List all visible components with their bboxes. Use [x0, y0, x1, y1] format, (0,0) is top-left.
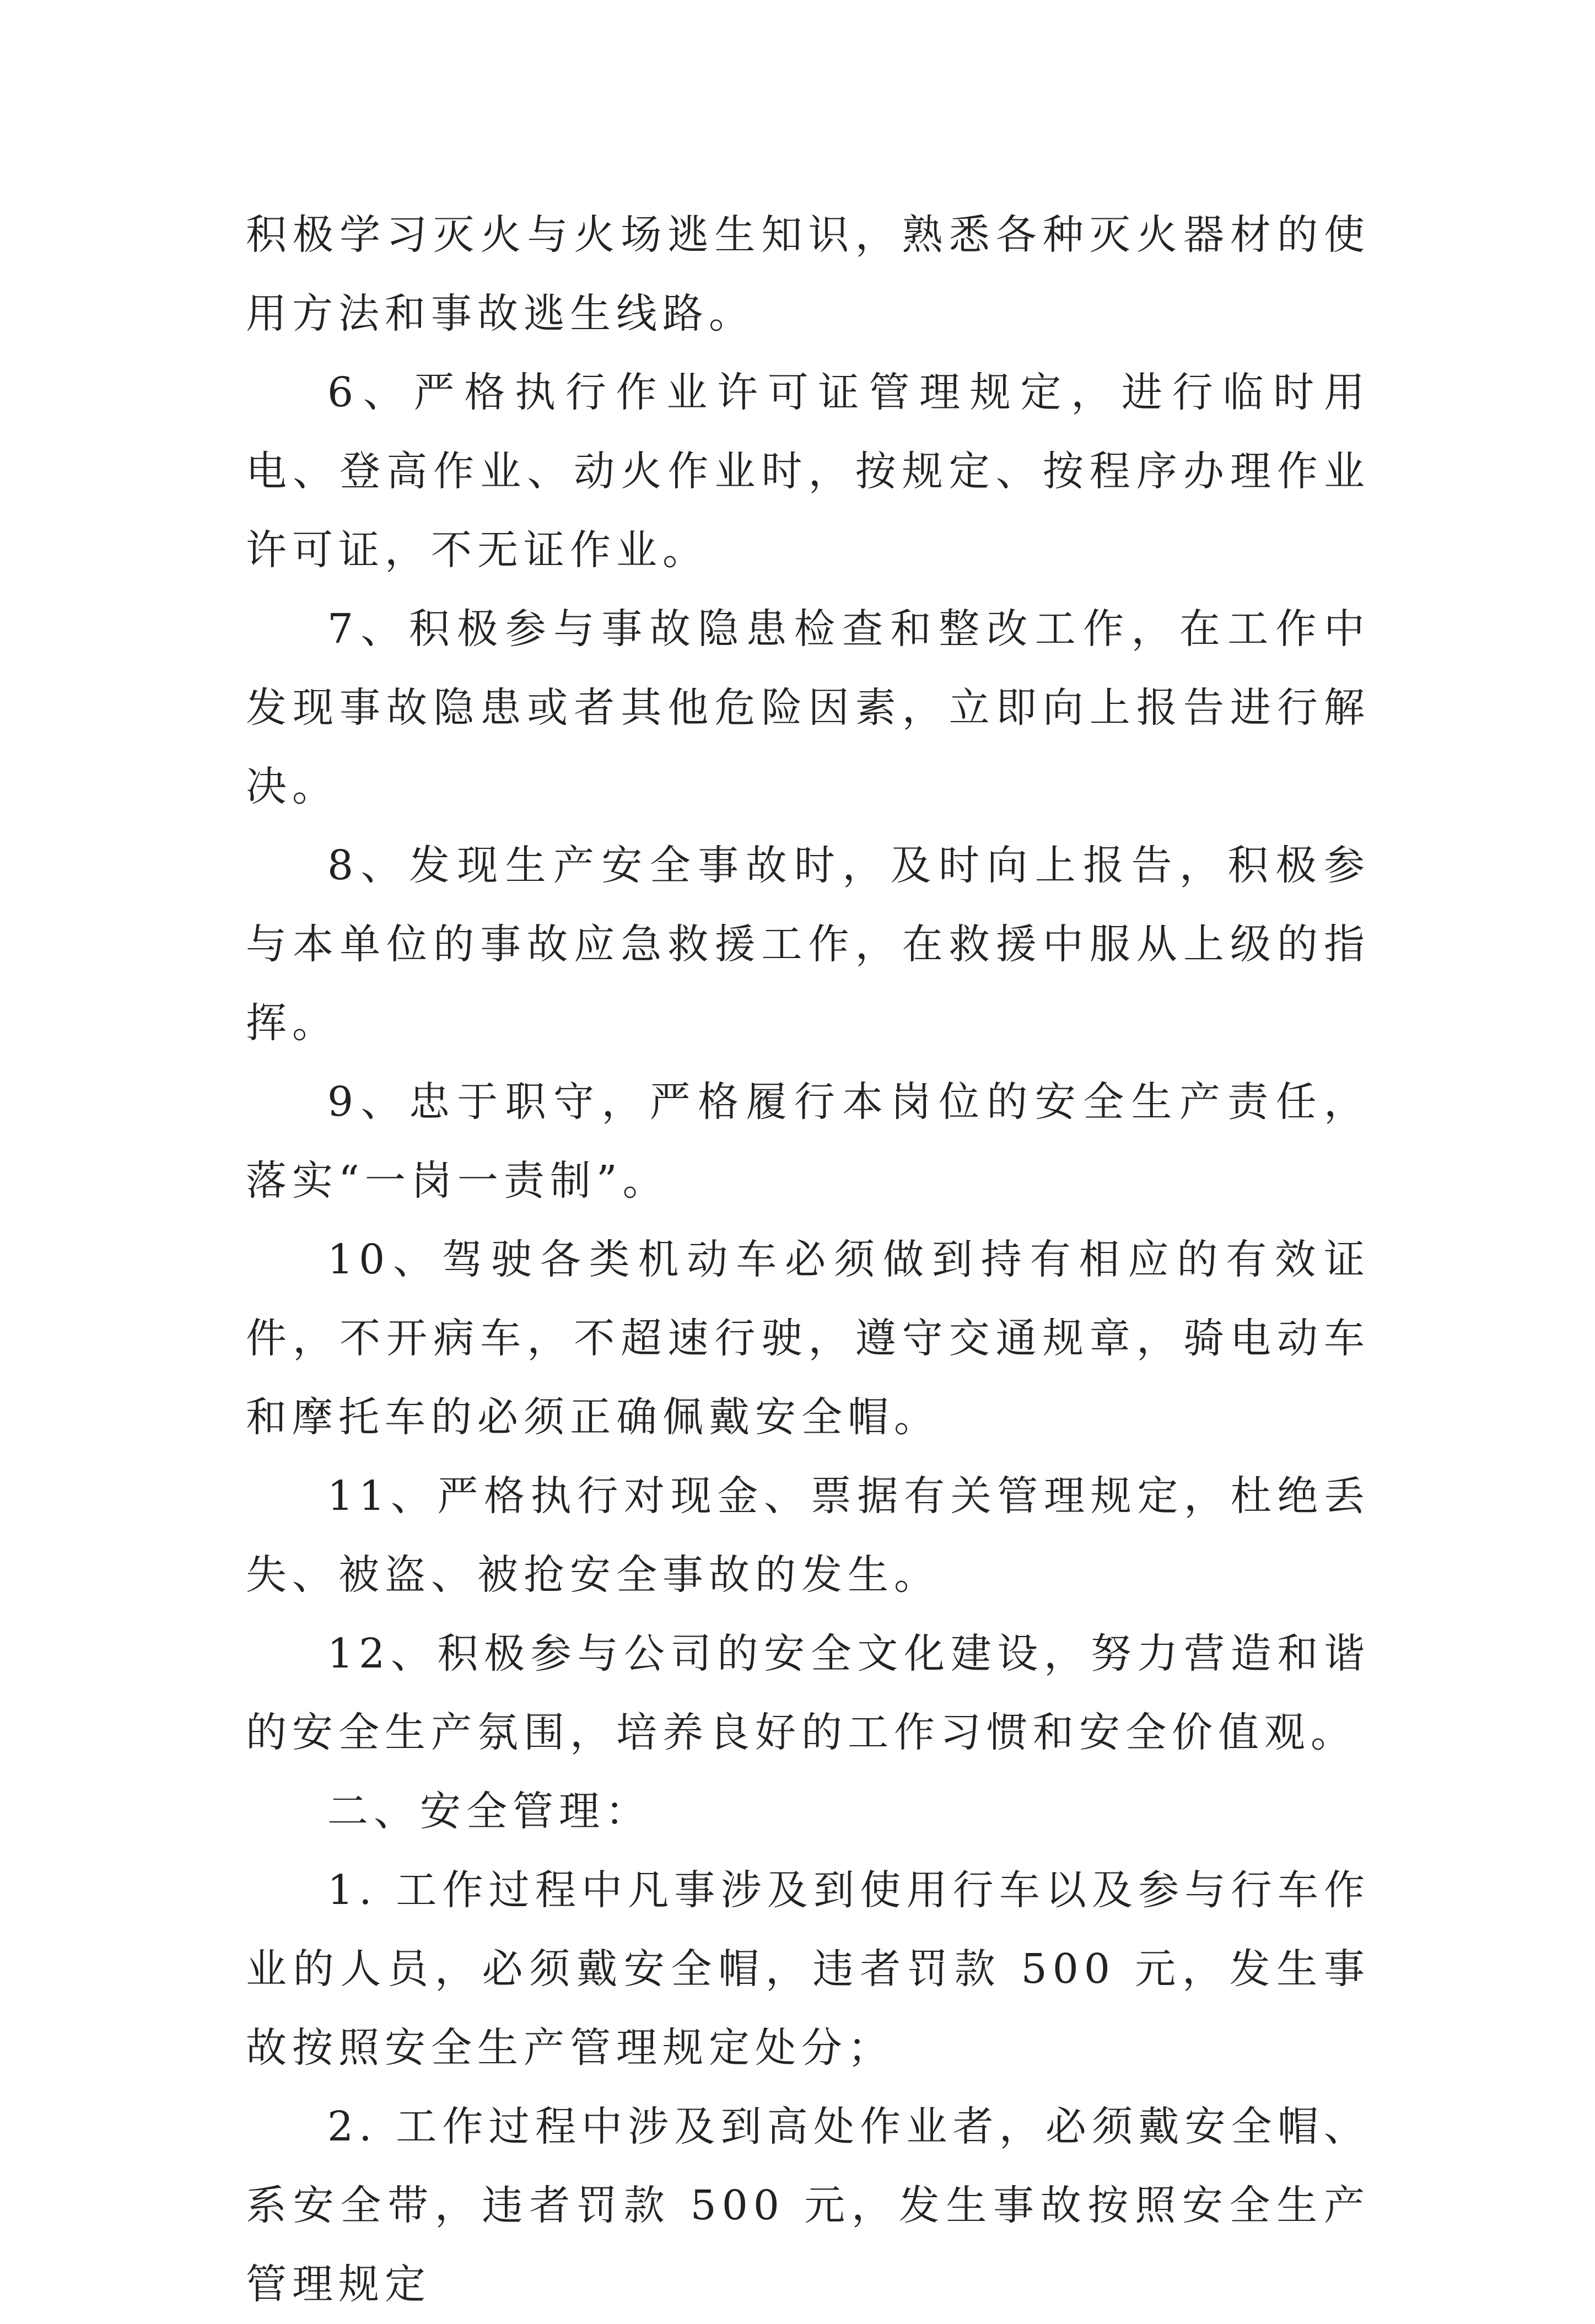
paragraph-item-10: 10、驾驶各类机动车必须做到持有相应的有效证件，不开病车，不超速行驶，遵守交通规章，骑电动车和摩托车的必须正确佩戴安全帽。 — [246, 1236, 1370, 1441]
paragraph-item-6: 6、严格执行作业许可证管理规定，进行临时用电、登高作业、动火作业时，按规定、按程序办理作业许可证，不无证作业。 — [246, 369, 1370, 574]
paragraph-item-12: 12、积极参与公司的安全文化建设，努力营造和谐的安全生产氛围，培养良好的工作习惯和安全价值观。 — [246, 1630, 1370, 1756]
document-body — [246, 196, 1370, 2324]
paragraph-fire-knowledge: 积极学习灭火与火场逃生知识，熟悉各种灭火器材的使用方法和事故逃生线路。 — [246, 211, 1370, 337]
paragraph-item-8: 8、发现生产安全事故时，及时向上报告，积极参与本单位的事故应急救援工作，在救援中服从上级的指挥。 — [246, 842, 1370, 1047]
section-heading-safety-management: 二、安全管理： — [327, 1788, 651, 1835]
paragraph-item-9: 9、忠于职守，严格履行本岗位的安全生产责任，落实“一岗一责制”。 — [246, 1078, 1370, 1204]
paragraph-rule-2: 2. 工作过程中涉及到高处作业者，必须戴安全帽、系安全带，违者罚款 500 元，发生事故按照安全生产管理规定 — [246, 2103, 1370, 2308]
paragraph-item-7: 7、积极参与事故隐患检查和整改工作，在工作中发现事故隐患或者其他危险因素，立即向上报告进行解决。 — [246, 605, 1370, 810]
paragraph-rule-1: 1. 工作过程中凡事涉及到使用行车以及参与行车作业的人员，必须戴安全帽，违者罚款 500 元，发生事故按照安全生产管理规定处分； — [246, 1866, 1370, 2072]
paragraph-item-11: 11、严格执行对现金、票据有关管理规定，杜绝丢失、被盗、被抢安全事故的发生。 — [246, 1472, 1370, 1599]
